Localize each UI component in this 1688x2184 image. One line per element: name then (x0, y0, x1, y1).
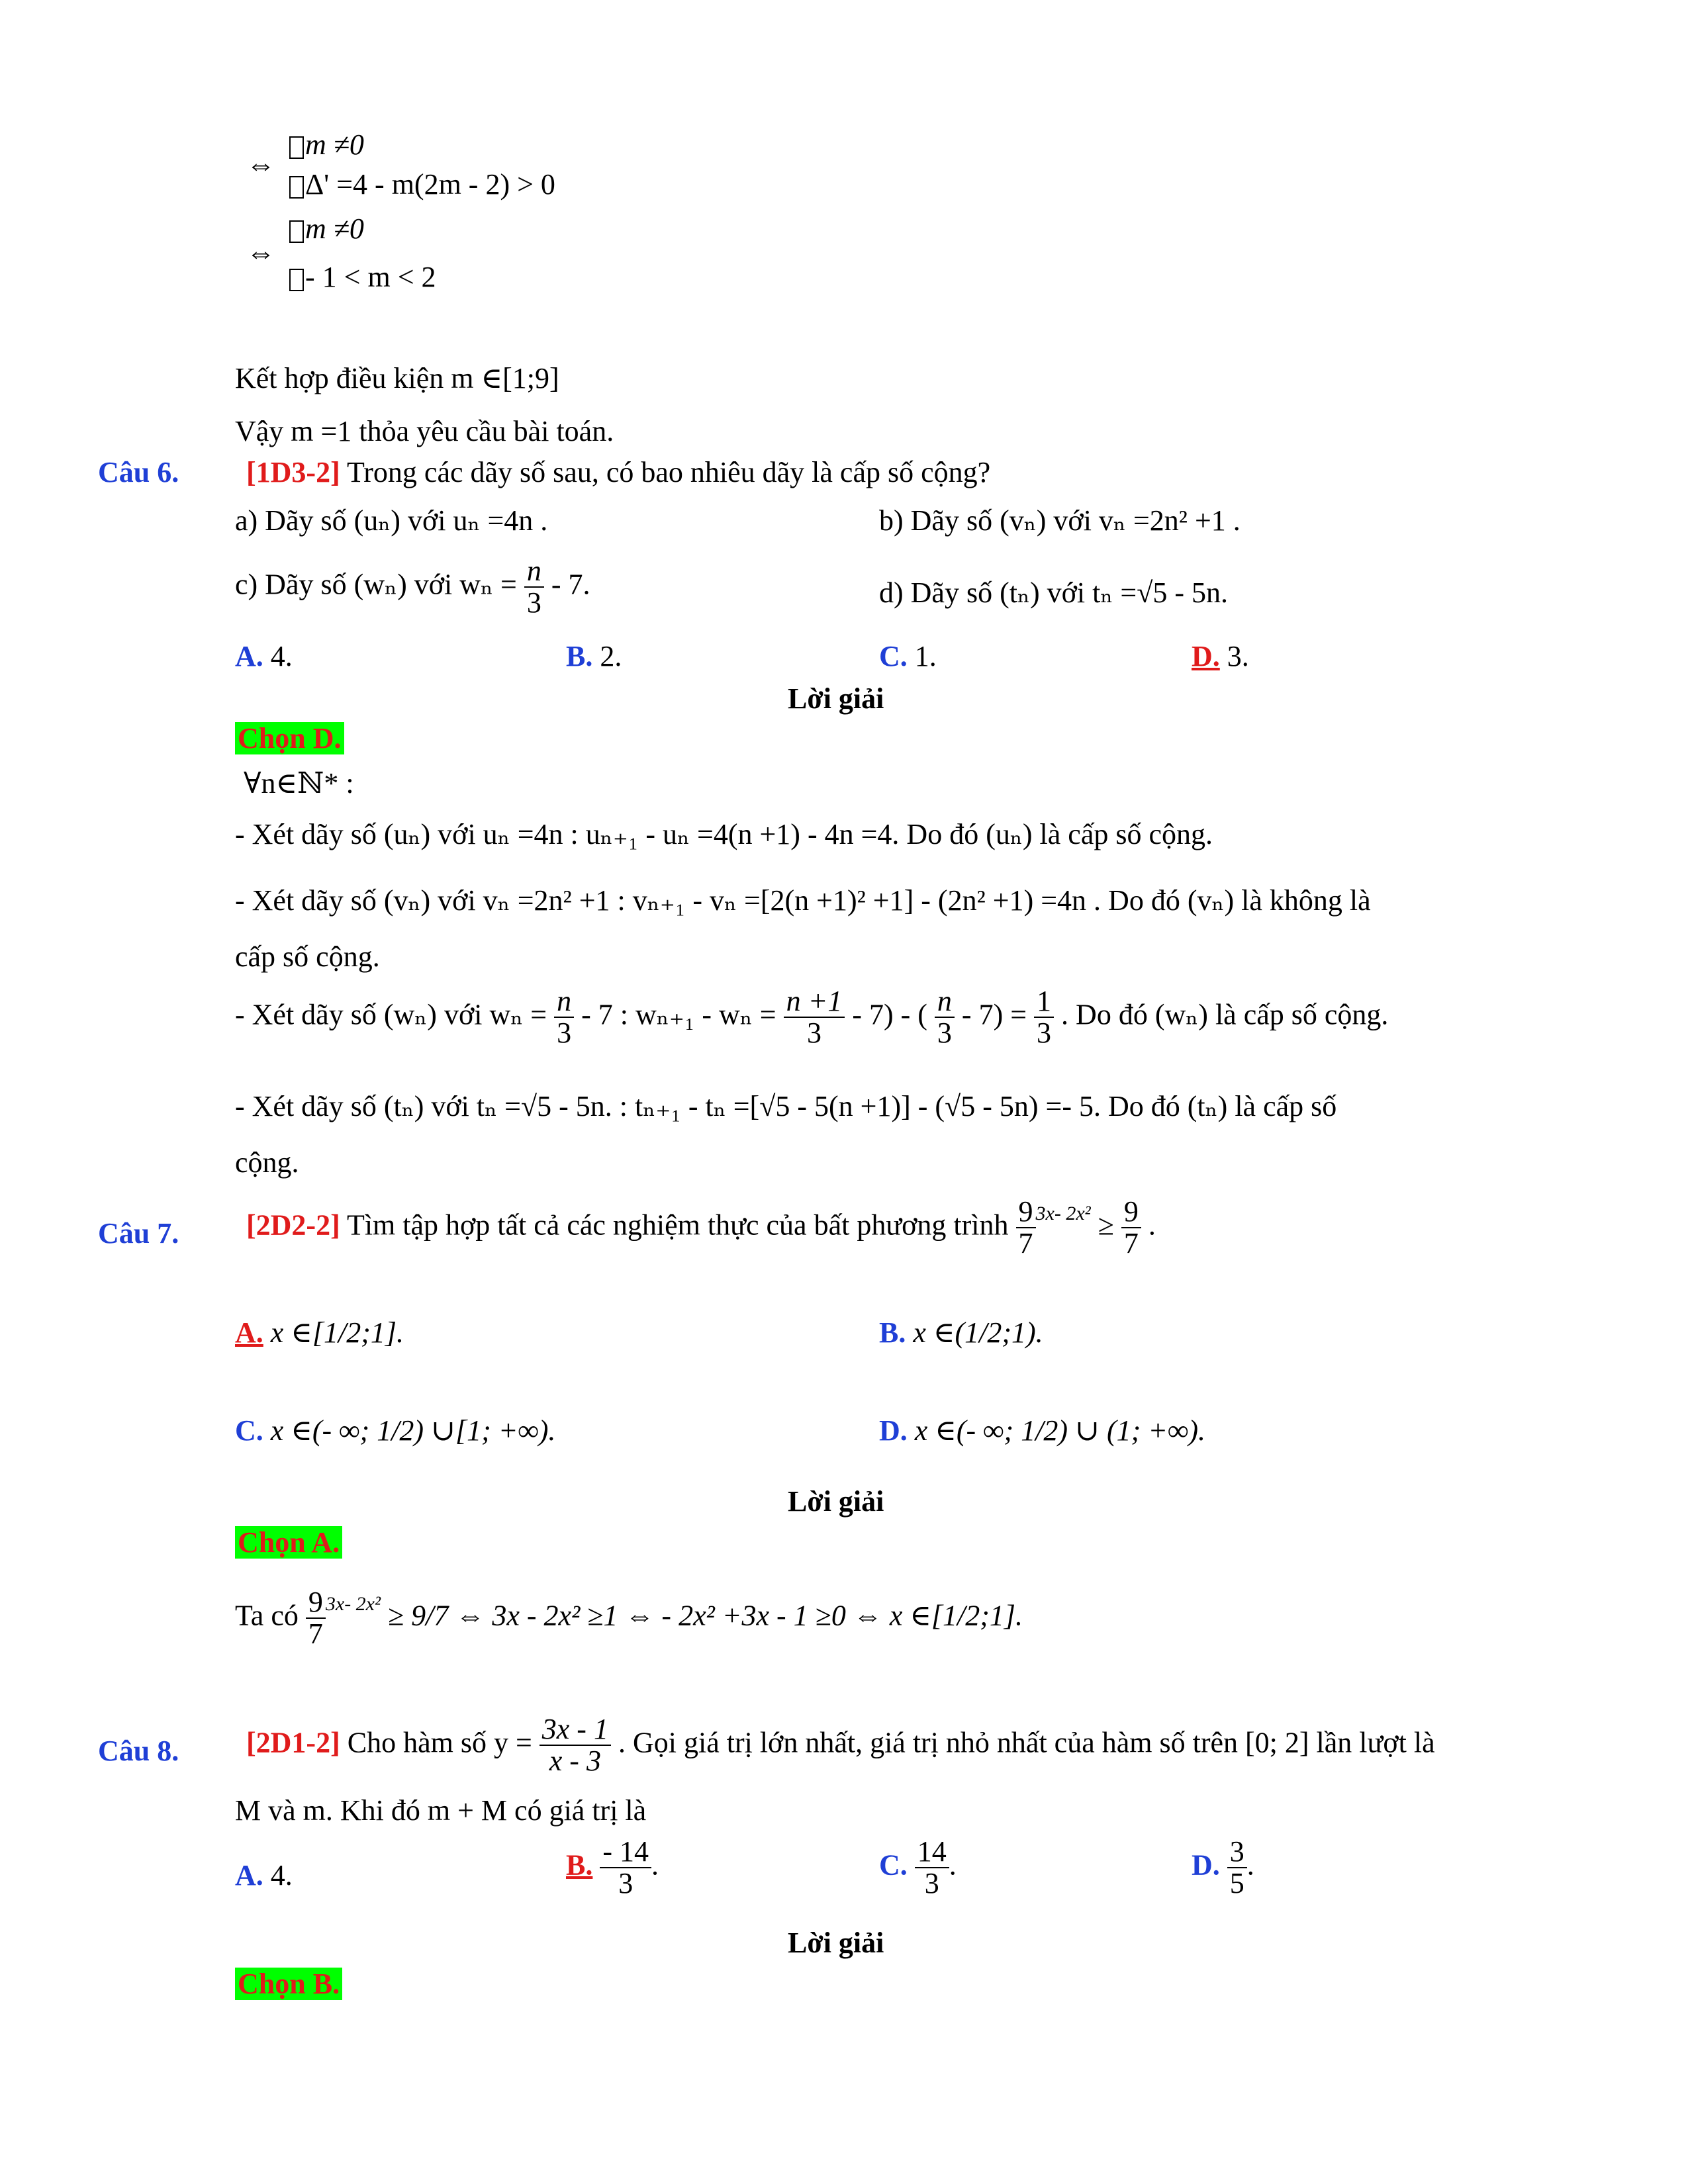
option-label: C. (879, 1848, 908, 1882)
frac-den: 3 (526, 586, 541, 619)
option-label: A. (235, 640, 263, 672)
frac-num: n (935, 986, 955, 1018)
question-7-label: Câu 7. (98, 1217, 179, 1250)
sol3-pre: - Xét dãy số (wₙ) với wₙ = (235, 998, 547, 1031)
question-7-stem: Tìm tập hợp tất cả các nghiệm thực của bất phương trình (346, 1208, 1009, 1242)
frac-num: 3x - 1 (539, 1714, 611, 1746)
question-6-header (98, 457, 179, 488)
option-text: x ∈(1/2;1). (913, 1316, 1043, 1349)
q7-solution (235, 1587, 1023, 1649)
brace-glyph (289, 176, 304, 199)
sol3-frac-a (554, 986, 574, 1048)
option-label-correct: A. (235, 1316, 263, 1349)
frac-num: n +1 (784, 986, 845, 1018)
frac-num: 9 (1016, 1197, 1036, 1228)
q6-sol-4b: cộng. (235, 1146, 299, 1179)
question-6-label: Câu 6. (98, 456, 179, 488)
question-8-level: [2D1-2] (246, 1726, 340, 1759)
equiv-symbol-2: ⇔ (246, 236, 275, 269)
option-text: x ∈[1/2;1]. (270, 1316, 404, 1349)
q8-chon (235, 1967, 342, 2001)
q6-forall: ∀n∈ℕ* : (244, 767, 354, 799)
frac-num: 14 (915, 1837, 949, 1868)
system-2 (288, 213, 364, 245)
option-frac (915, 1837, 949, 1899)
q6-option-b[interactable] (566, 641, 622, 672)
option-label: A. (235, 1859, 263, 1891)
frac-den: 7 (308, 1617, 323, 1651)
q7-rhs-frac (1121, 1197, 1141, 1259)
question-6-stem: Trong các dãy số sau, có bao nhiêu dãy là cấp số cộng? (346, 456, 991, 488)
option-text: 3. (1227, 640, 1249, 672)
q7-base-frac (1016, 1197, 1036, 1259)
q8-stem-2: M và m. Khi đó m + M có giá trị là (235, 1794, 647, 1827)
question-6-level: [1D3-2] (246, 456, 340, 488)
q7-loi-giai: Lời giải (788, 1485, 884, 1518)
option-text: x ∈(- ∞; 1/2) ∪[1; +∞). (270, 1414, 556, 1447)
frac-den: 3 (1037, 1017, 1052, 1050)
q7-exponent: 3x- 2x² (1035, 1203, 1091, 1225)
chon-badge: Chọn D. (235, 722, 344, 754)
option-frac (1227, 1837, 1247, 1899)
frac-den: 3 (924, 1867, 939, 1900)
q8-option-d[interactable]: D. $\frac{3}{5}$ . (1192, 1835, 1254, 1900)
q8-loi-giai: Lời giải (788, 1927, 884, 1959)
q8-function-frac (539, 1714, 611, 1776)
frac-num: 9 (306, 1587, 326, 1619)
q6-sol-1: - Xét dãy số (uₙ) với uₙ =4n : uₙ₊₁ - uₙ =4(n +1) - 4n =4. Do đó (uₙ) là cấp số cộng. (235, 818, 1213, 850)
sol3-frac-b (784, 986, 845, 1048)
q6-item-c-post: - 7. (551, 568, 590, 601)
brace-glyph (289, 269, 304, 291)
option-label-correct: B. (566, 1848, 593, 1882)
question-7-stem-row (246, 1197, 1156, 1259)
frac-num: - 14 (600, 1837, 651, 1868)
chon-badge: Chọn A. (235, 1526, 342, 1559)
option-text: 4. (270, 640, 293, 672)
q7-option-d[interactable] (879, 1415, 1205, 1447)
q6-sol-3 (235, 986, 1388, 1048)
question-8-header (98, 1735, 179, 1767)
q8-option-b[interactable]: B. $\frac{- 14}{3}$ . (566, 1835, 659, 1900)
q6-item-b: b) Dãy số (vₙ) với vₙ =2n² +1 . (879, 504, 1241, 537)
q7-ge: ≥ (1098, 1208, 1114, 1242)
sol3-frac-d (1034, 986, 1054, 1048)
option-text: 4. (270, 1859, 293, 1891)
sol3-m2: - 7) - ( (852, 998, 927, 1031)
q8-option-a[interactable] (235, 1860, 293, 1891)
sol3-m3: - 7) = (961, 998, 1027, 1031)
chon-badge: Chọn B. (235, 1968, 342, 2000)
q6-item-c (235, 556, 590, 618)
q7-sol-exp: 3x- 2x² (325, 1593, 381, 1615)
sol3-frac-c (935, 986, 955, 1048)
q6-chon (235, 721, 344, 755)
option-label: D. (879, 1414, 908, 1447)
ket-hop-line: Kết hợp điều kiện m ∈[1;9] (235, 362, 559, 394)
q6-loi-giai: Lời giải (788, 682, 884, 715)
q7-option-c[interactable] (235, 1415, 555, 1447)
frac-den: 7 (1123, 1227, 1139, 1260)
frac-den: 3 (618, 1867, 633, 1900)
frac-num: n (554, 986, 574, 1018)
q6-option-c[interactable] (879, 641, 937, 672)
sol3-post: . Do đó (wₙ) là cấp số cộng. (1061, 998, 1389, 1031)
q6-item-d: d) Dãy số (tₙ) với tₙ =√5 - 5n. (879, 576, 1229, 609)
option-frac (600, 1837, 651, 1899)
question-7-header (98, 1218, 179, 1250)
sol3-mid: - 7 : wₙ₊₁ - wₙ = (581, 998, 776, 1031)
q7-option-a[interactable] (235, 1317, 404, 1349)
option-label: D. (1192, 1848, 1220, 1882)
question-8-stem-row (246, 1714, 1435, 1776)
q6-option-d[interactable] (1192, 641, 1249, 672)
option-text: 2. (600, 640, 622, 672)
q6-option-a[interactable] (235, 641, 293, 672)
question-6-stem-row (246, 457, 990, 488)
system-1-line-b: Δ' =4 - m(2m - 2) > 0 (305, 168, 555, 201)
question-7-level: [2D2-2] (246, 1208, 340, 1242)
frac-den: 7 (1018, 1227, 1033, 1260)
q7-sol-chain: ≥ 9/7 ⇔ 3x - 2x² ≥1 ⇔ - 2x² +3x - 1 ≥0 ⇔ x ∈[1/2;1]. (388, 1599, 1023, 1632)
q7-dot: . (1148, 1208, 1156, 1242)
option-text: 1. (914, 640, 937, 672)
system-2-line-a: m ≠0 (305, 212, 364, 245)
system-1-line-a: m ≠0 (305, 128, 364, 161)
frac-num: 3 (1227, 1837, 1247, 1868)
option-text: x ∈(- ∞; 1/2) ∪ (1; +∞). (914, 1414, 1205, 1447)
q6-item-c-pre: c) Dãy số (wₙ) với wₙ = (235, 568, 517, 601)
q7-ta-co: Ta có (235, 1599, 299, 1632)
q6-sol-4a: - Xét dãy số (tₙ) với tₙ =√5 - 5n. : tₙ₊₁ - tₙ =[√5 - 5(n +1)] - (√5 - 5n) =- 5. Do đó (tₙ) là cấp số (235, 1090, 1337, 1122)
q6-item-c-frac (524, 556, 544, 618)
system-1b (288, 169, 555, 201)
q7-chon (235, 1525, 342, 1559)
q8-stem-post: . Gọi giá trị lớn nhất, giá trị nhỏ nhất của hàm số trên [0; 2] lần lượt là (618, 1726, 1435, 1759)
frac-num: 9 (1121, 1197, 1141, 1228)
frac-den: 5 (1229, 1867, 1244, 1900)
option-label: B. (566, 640, 593, 672)
option-label-correct: D. (1192, 640, 1220, 672)
option-label: C. (235, 1414, 263, 1447)
vay-line: Vậy m =1 thỏa yêu cầu bài toán. (235, 415, 614, 447)
q8-stem-pre: Cho hàm số y = (347, 1726, 532, 1759)
system-1 (288, 129, 364, 161)
frac-den: 3 (937, 1017, 952, 1050)
system-2-line-b: - 1 < m < 2 (305, 261, 436, 293)
frac-num: 1 (1034, 986, 1054, 1018)
brace-glyph (289, 220, 304, 243)
frac-num: n (524, 556, 544, 588)
frac-den: 3 (557, 1017, 572, 1050)
system-2b (288, 261, 436, 293)
q7-option-b[interactable] (879, 1317, 1043, 1349)
q6-sol-2a: - Xét dãy số (vₙ) với vₙ =2n² +1 : vₙ₊₁ - vₙ =[2(n +1)² +1] - (2n² +1) =4n . Do đó (vₙ) là không là (235, 884, 1371, 917)
frac-den: x - 3 (549, 1745, 601, 1778)
q6-item-a: a) Dãy số (uₙ) với uₙ =4n . (235, 504, 548, 537)
question-8-label: Câu 8. (98, 1735, 179, 1767)
frac-den: 3 (806, 1017, 821, 1050)
option-label: B. (879, 1316, 906, 1349)
q8-option-c[interactable]: C. $\frac{14}{3}$ . (879, 1835, 957, 1900)
option-label: C. (879, 640, 908, 672)
q6-sol-2b: cấp số cộng. (235, 940, 380, 973)
brace-glyph (289, 136, 304, 159)
equiv-symbol-1: ⇔ (246, 148, 275, 181)
q7-sol-base (306, 1587, 326, 1649)
